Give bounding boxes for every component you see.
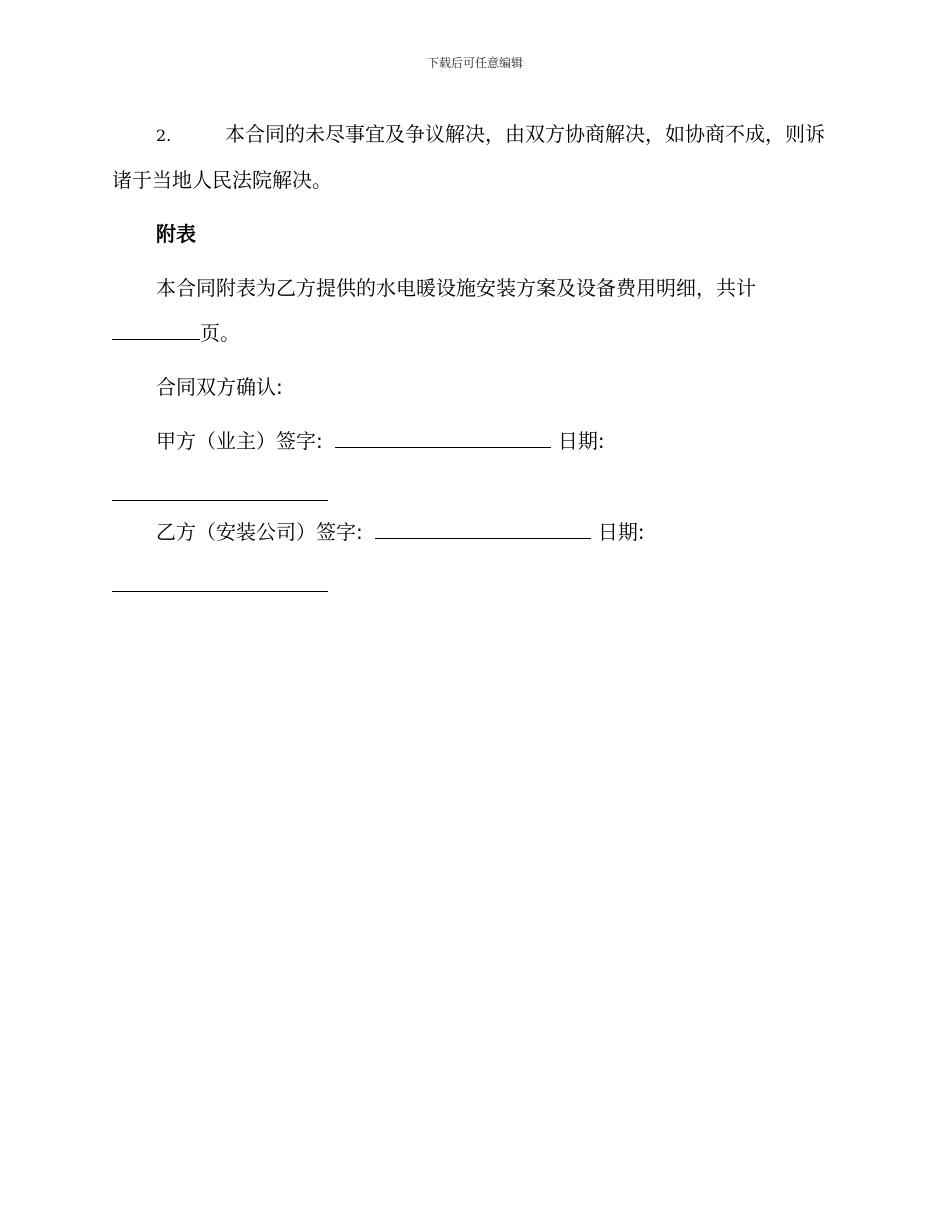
document-body [112,112,832,601]
party-b-date-blank[interactable] [112,555,328,592]
party-a-signature [112,419,832,501]
party-a-signature-blank[interactable] [335,446,551,448]
party-b-label: 乙方（安装公司）签字: [156,520,363,544]
page-count-blank[interactable] [112,338,200,340]
appendix-heading: 附表 [156,222,196,246]
appendix-text: 本合同附表为乙方提供的水电暖设施安装方案及设备费用明细，共计 [156,276,756,300]
clause-number: 2. [156,126,172,145]
appendix-paragraph [112,266,832,356]
party-a-label: 甲方（业主）签字: [156,429,323,453]
party-b-signature [112,510,832,592]
party-a-date-blank[interactable] [112,464,328,501]
clause-text: 本合同的未尽事宜及争议解决，由双方协商解决，如协商不成，则诉诸于当地人民法院解决。 [112,122,825,192]
confirmation-intro: 合同双方确认: [156,375,283,399]
party-b-signature-blank[interactable] [375,537,591,539]
page-header: 下载后可任意编辑 [426,56,523,70]
appendix-text-end: 页。 [200,321,240,345]
party-b-date-label: 日期: [597,520,645,544]
clause-2 [112,112,832,203]
party-a-date-label: 日期: [557,429,605,453]
